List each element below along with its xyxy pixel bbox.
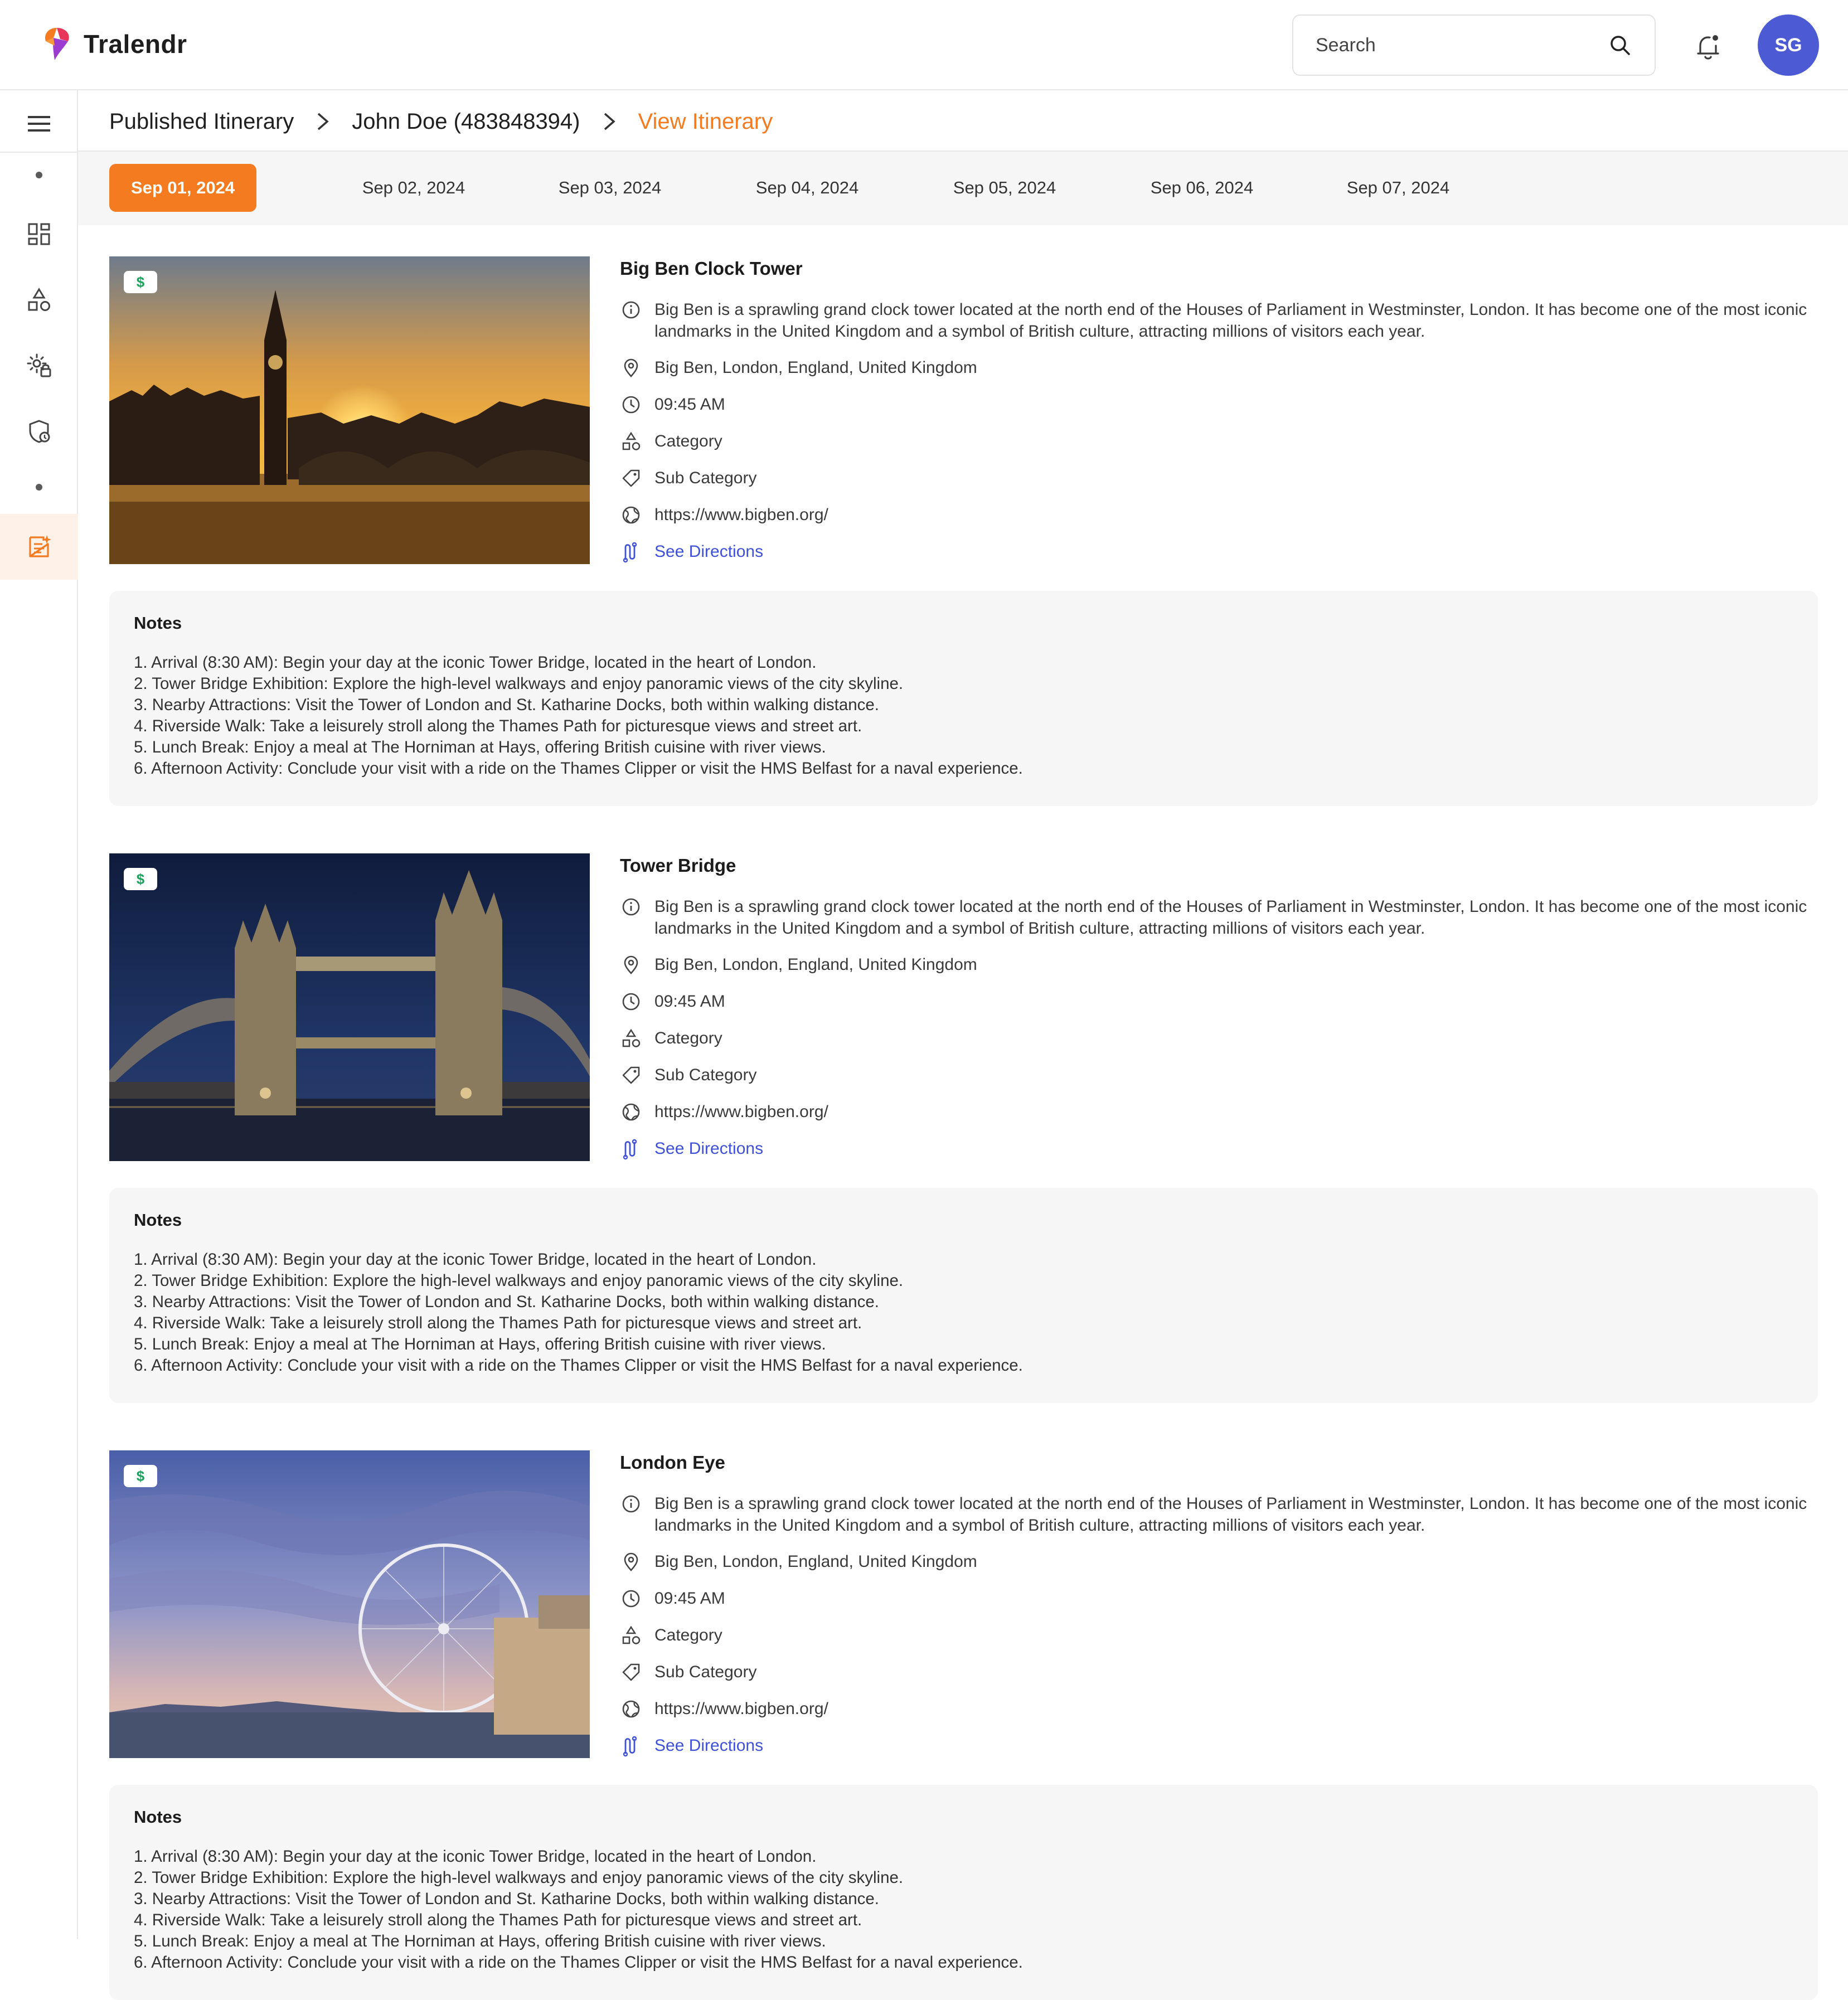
date-tab[interactable]: Sep 01, 2024 (109, 164, 256, 212)
globe-icon (620, 1101, 642, 1123)
sidebar (0, 90, 78, 1939)
date-tab[interactable]: Sep 02, 2024 (362, 178, 465, 197)
time-row (620, 394, 725, 416)
activity-description: Big Ben is a sprawling grand clock tower located at the north end of the Houses of Parliament in Westminster, London. It has become one of the most iconic landmarks in the United Kingdom and a symbol of British culture, attracting millions of visitors each year. (654, 1494, 1807, 1535)
category-row (620, 1624, 722, 1647)
note-line: 6. Afternoon Activity: Conclude your visit with a ride on the Thames Clipper or visit the HMS Belfast for a naval experience. (134, 759, 1023, 778)
category-shapes-icon[interactable] (26, 287, 52, 313)
website-row (620, 1698, 828, 1720)
app-name: Tralendr (84, 30, 187, 59)
activity-details (620, 256, 1818, 561)
info-icon (620, 896, 642, 918)
activity-website[interactable]: https://www.bigben.org/ (654, 1700, 828, 1718)
breadcrumb-customer[interactable]: John Doe (483848394) (352, 109, 580, 134)
directions-row[interactable] (620, 1735, 763, 1757)
search-input[interactable] (1316, 35, 1608, 56)
price-badge: $ (124, 271, 157, 293)
settings-lock-icon[interactable] (26, 352, 52, 379)
note-line: 6. Afternoon Activity: Conclude your visit with a ride on the Thames Clipper or visit the HMS Belfast for a naval experience. (134, 1356, 1023, 1375)
activity-website[interactable]: https://www.bigben.org/ (654, 1103, 828, 1121)
website-row (620, 1101, 828, 1123)
activity-location: Big Ben, London, England, United Kingdom (654, 1552, 977, 1571)
activity-category: Category (654, 432, 722, 450)
breadcrumb (109, 105, 773, 138)
london-eye-photo (109, 1450, 590, 1758)
activity-sub-category: Sub Category (654, 1066, 757, 1084)
clock-icon (620, 991, 642, 1013)
route-icon (620, 1735, 642, 1757)
tower-bridge-photo (109, 853, 590, 1161)
location-pin-icon (620, 357, 642, 379)
date-tab[interactable]: Sep 05, 2024 (953, 178, 1056, 197)
notes-title: Notes (134, 1807, 182, 1827)
date-tabs (78, 152, 1848, 225)
search-box[interactable] (1292, 14, 1656, 76)
activity-time: 09:45 AM (654, 1589, 725, 1608)
notes-title: Notes (134, 1210, 182, 1230)
activity-card (109, 1450, 1818, 1972)
note-line: 2. Tower Bridge Exhibition: Explore the high-level walkways and enjoy panoramic views of the city skyline. (134, 674, 904, 693)
breadcrumb-view-itinerary: View Itinerary (638, 109, 773, 134)
clock-icon (620, 1588, 642, 1610)
globe-icon (620, 1698, 642, 1720)
shield-icon[interactable] (26, 418, 52, 445)
website-row (620, 504, 828, 526)
activity-description: Big Ben is a sprawling grand clock tower located at the north end of the Houses of Parliament in Westminster, London. It has become one of the most iconic landmarks in the United Kingdom and a symbol of British culture, attracting millions of visitors each year. (654, 300, 1807, 341)
logo-icon (41, 26, 74, 62)
menu-icon[interactable] (26, 113, 52, 135)
activity-details (620, 853, 1818, 1158)
activity-location: Big Ben, London, England, United Kingdom (654, 955, 977, 974)
activity-sub-category: Sub Category (654, 1663, 757, 1681)
notes-panel (109, 1188, 1818, 1403)
see-directions-link[interactable]: See Directions (654, 542, 764, 561)
globe-icon (620, 504, 642, 526)
sub-category-row (620, 1064, 756, 1086)
note-line: 3. Nearby Attractions: Visit the Tower of London and St. Katharine Docks, both within walking distance. (134, 1890, 879, 1908)
notes-title: Notes (134, 613, 182, 633)
price-badge: $ (124, 1465, 157, 1487)
location-pin-icon (620, 954, 642, 976)
activity-card (109, 853, 1818, 1403)
directions-row[interactable] (620, 541, 763, 563)
info-icon (620, 1493, 642, 1515)
route-icon (620, 1138, 642, 1160)
chevron-right-icon (599, 110, 619, 133)
description-row (620, 1493, 1818, 1536)
notes-panel (109, 591, 1818, 806)
activity-card (109, 256, 1818, 806)
sidebar-divider (0, 152, 78, 153)
activity-title: Tower Bridge (620, 855, 736, 876)
description-row (620, 299, 1818, 342)
dashboard-icon[interactable] (26, 221, 52, 247)
tag-icon (620, 1661, 642, 1683)
info-icon (620, 299, 642, 321)
time-row (620, 991, 725, 1013)
location-row (620, 1551, 977, 1573)
note-line: 1. Arrival (8:30 AM): Begin your day at the iconic Tower Bridge, located in the heart of London. (134, 1847, 817, 1866)
activity-category: Category (654, 1029, 722, 1047)
activity-sub-category: Sub Category (654, 469, 757, 487)
sub-category-row (620, 467, 756, 489)
directions-row[interactable] (620, 1138, 763, 1160)
itinerary-icon (26, 533, 52, 560)
note-line: 6. Afternoon Activity: Conclude your visit with a ride on the Thames Clipper or visit the HMS Belfast for a naval experience. (134, 1953, 1023, 1972)
note-line: 4. Riverside Walk: Take a leisurely stroll along the Thames Path for picturesque views and street art. (134, 1911, 862, 1929)
activity-details (620, 1450, 1818, 1755)
note-line: 1. Arrival (8:30 AM): Begin your day at the iconic Tower Bridge, located in the heart of London. (134, 1250, 817, 1269)
note-line: 2. Tower Bridge Exhibition: Explore the high-level walkways and enjoy panoramic views of the city skyline. (134, 1868, 904, 1887)
note-line: 4. Riverside Walk: Take a leisurely stroll along the Thames Path for picturesque views and street art. (134, 1314, 862, 1332)
note-line: 5. Lunch Break: Enjoy a meal at The Horniman at Hays, offering British cuisine with river views. (134, 738, 826, 756)
app-logo[interactable] (41, 26, 187, 62)
location-pin-icon (620, 1551, 642, 1573)
category-icon (620, 1027, 642, 1050)
notes-panel (109, 1785, 1818, 2000)
date-tab[interactable]: Sep 07, 2024 (1346, 178, 1450, 197)
activity-category: Category (654, 1626, 722, 1644)
route-icon (620, 541, 642, 563)
date-tab[interactable]: Sep 03, 2024 (558, 178, 662, 197)
clock-icon (620, 394, 642, 416)
time-row (620, 1588, 725, 1610)
breadcrumb-published-itinerary[interactable]: Published Itinerary (109, 109, 294, 134)
tag-icon (620, 1064, 642, 1086)
sub-category-row (620, 1661, 756, 1683)
activity-website[interactable]: https://www.bigben.org/ (654, 506, 828, 524)
big-ben-photo (109, 256, 590, 564)
activity-photo (109, 256, 590, 564)
top-header (0, 0, 1848, 90)
activity-time: 09:45 AM (654, 395, 725, 414)
location-row (620, 954, 977, 976)
tag-icon (620, 467, 642, 489)
note-line: 3. Nearby Attractions: Visit the Tower of London and St. Katharine Docks, both within walking distance. (134, 1293, 879, 1311)
sidebar-item-itinerary[interactable] (0, 514, 78, 580)
activity-title: London Eye (620, 1452, 725, 1473)
note-line: 3. Nearby Attractions: Visit the Tower of London and St. Katharine Docks, both within walking distance. (134, 696, 879, 714)
activity-photo (109, 853, 590, 1161)
note-line: 5. Lunch Break: Enjoy a meal at The Horniman at Hays, offering British cuisine with river views. (134, 1932, 826, 1950)
search-icon[interactable] (1608, 33, 1632, 57)
user-avatar[interactable]: SG (1758, 14, 1819, 76)
location-row (620, 357, 977, 379)
chevron-right-icon (313, 110, 333, 133)
sidebar-dot (36, 172, 42, 178)
category-row (620, 1027, 722, 1050)
category-icon (620, 1624, 642, 1647)
note-line: 2. Tower Bridge Exhibition: Explore the high-level walkways and enjoy panoramic views of the city skyline. (134, 1271, 904, 1290)
date-tab[interactable]: Sep 06, 2024 (1150, 178, 1254, 197)
note-line: 1. Arrival (8:30 AM): Begin your day at the iconic Tower Bridge, located in the heart of London. (134, 653, 817, 672)
category-row (620, 430, 722, 453)
category-icon (620, 430, 642, 453)
activity-location: Big Ben, London, England, United Kingdom (654, 358, 977, 377)
note-line: 4. Riverside Walk: Take a leisurely stroll along the Thames Path for picturesque views and street art. (134, 717, 862, 735)
activity-photo (109, 1450, 590, 1758)
activity-title: Big Ben Clock Tower (620, 258, 803, 279)
activity-time: 09:45 AM (654, 992, 725, 1011)
see-directions-link[interactable]: See Directions (654, 1736, 764, 1755)
date-tab[interactable]: Sep 04, 2024 (755, 178, 859, 197)
description-row (620, 896, 1818, 939)
price-badge: $ (124, 868, 157, 890)
activity-description: Big Ben is a sprawling grand clock tower located at the north end of the Houses of Parliament in Westminster, London. It has become one of the most iconic landmarks in the United Kingdom and a symbol of British culture, attracting millions of visitors each year. (654, 897, 1807, 938)
notification-bell-icon[interactable] (1692, 31, 1724, 62)
see-directions-link[interactable]: See Directions (654, 1139, 764, 1158)
sidebar-dot (36, 484, 42, 491)
note-line: 5. Lunch Break: Enjoy a meal at The Horniman at Hays, offering British cuisine with river views. (134, 1335, 826, 1353)
